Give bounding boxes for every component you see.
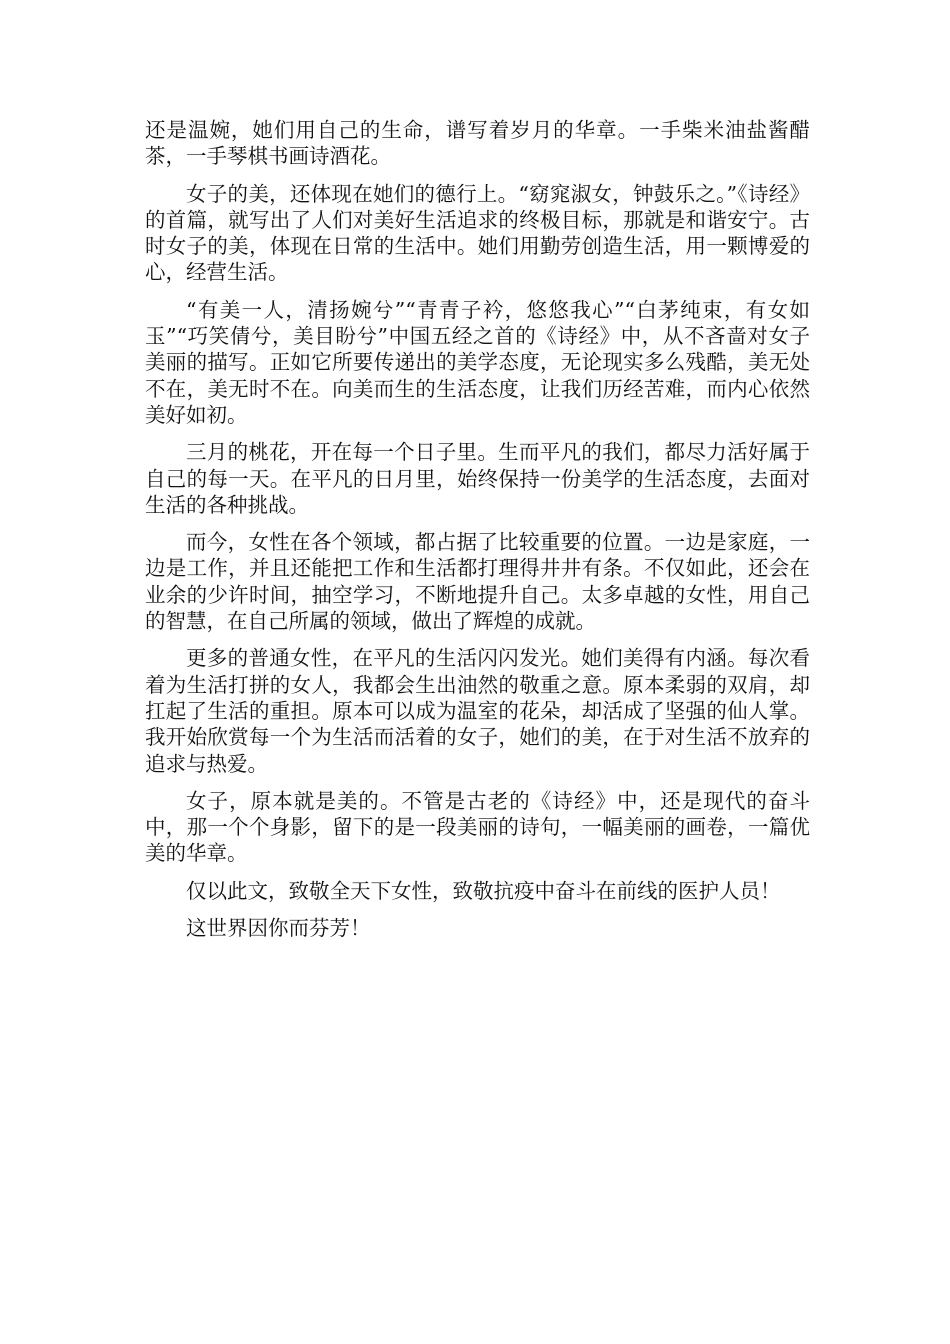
paragraph-5: 而今，女性在各个领域，都占据了比较重要的位置。一边是家庭，一边是工作，并且还能把工作和生活都打理得井井有条。不仅如此，还会在业余的少许时间，抽空学习，不断地提升自己。太多卓越的女性，用自己的智慧，在自己所属的领域，做出了辉煌的成就。 — [145, 530, 810, 634]
paragraph-6: 更多的普通女性，在平凡的生活闪闪发光。她们美得有内涵。每次看着为生活打拼的女人，我都会生出油然的敬重之意。原本柔弱的双肩，却扛起了生活的重担。原本可以成为温室的花朵，却活成了坚强的仙人掌。我开始欣赏每一个为生活而活着的女子，她们的美，在于对生活不放弃的追求与热爱。 — [145, 646, 810, 776]
paragraph-7: 女子，原本就是美的。不管是古老的《诗经》中，还是现代的奋斗中，那一个个身影，留下的是一段美丽的诗句，一幅美丽的画卷，一篇优美的华章。 — [145, 788, 810, 866]
paragraph-1: 还是温婉，她们用自己的生命，谱写着岁月的华章。一手柴米油盐酱醋茶，一手琴棋书画诗酒花。 — [145, 118, 810, 169]
paragraph-9: 这世界因你而芬芳！ — [186, 916, 371, 941]
article-body — [145, 117, 810, 952]
paragraph-3: “有美一人，清扬婉兮”“青青子衿，悠悠我心”“白茅纯束，有女如玉”“巧笑倩兮，美目盼兮”中国五经之首的《诗经》中，从不吝啬对女子美丽的描写。正如它所要传递出的美学态度，无论现实多么残酷，美无处不在，美无时不在。向美而生的生活态度，让我们历经苦难，而内心依然美好如初。 — [145, 297, 810, 427]
paragraph-8: 仅以此文，致敬全天下女性，致敬抗疫中奋斗在前线的医护人员！ — [186, 878, 781, 903]
paragraph-2: 女子的美，还体现在她们的德行上。“窈窕淑女，钟鼓乐之。”《诗经》的首篇，就写出了人们对美好生活追求的终极目标，那就是和谐安宁。古时女子的美，体现在日常的生活中。她们用勤劳创造生活，用一颗博爱的心，经营生活。 — [145, 181, 810, 285]
paragraph-4: 三月的桃花，开在每一个日子里。生而平凡的我们，都尽力活好属于自己的每一天。在平凡的日月里，始终保持一份美学的生活态度，去面对生活的各种挑战。 — [145, 440, 810, 517]
